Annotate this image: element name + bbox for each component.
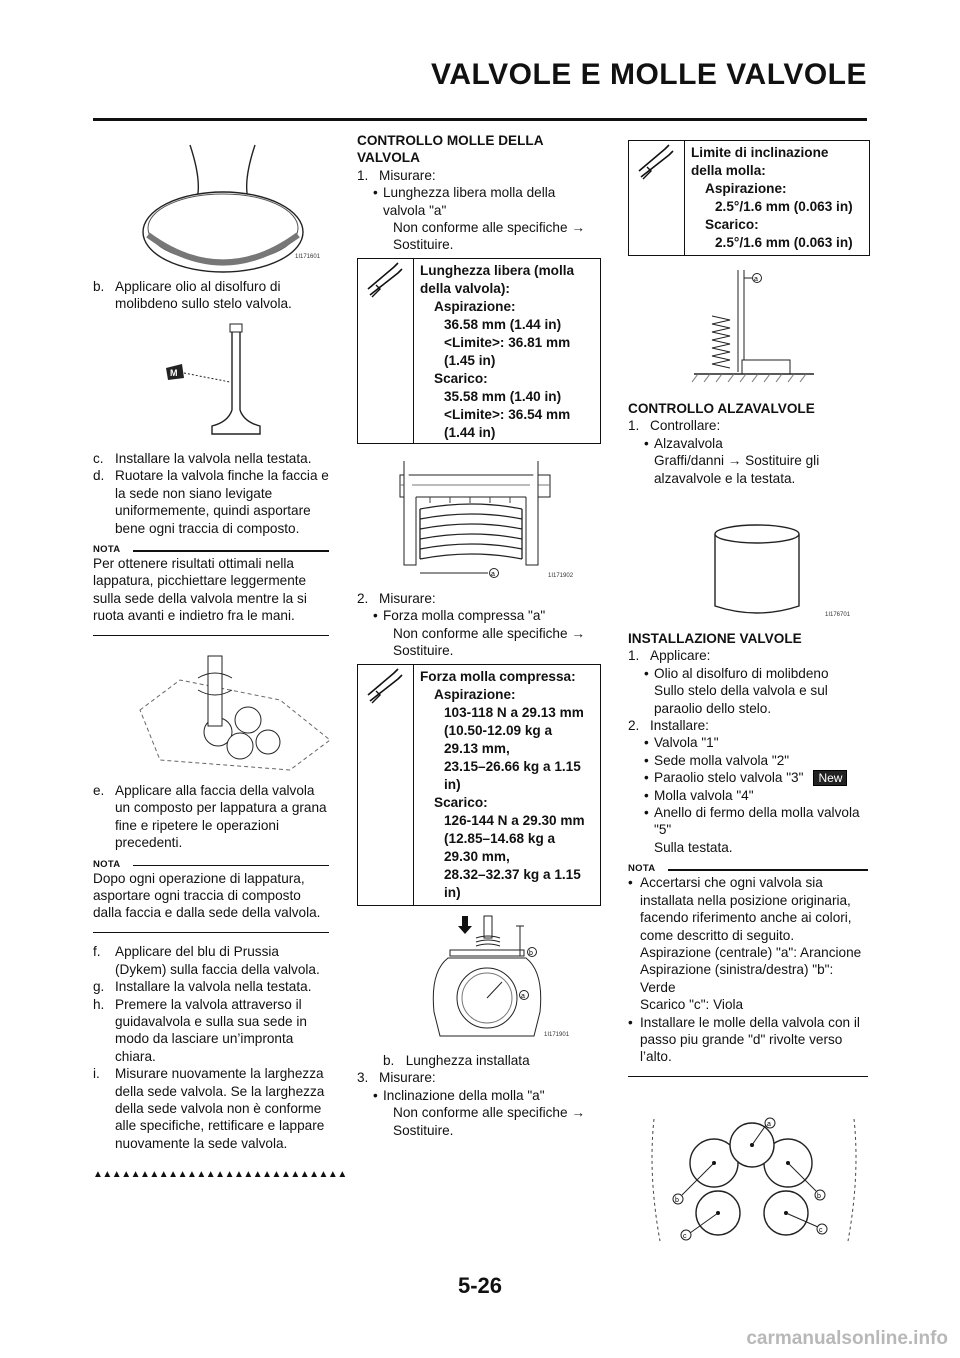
- spec-value: 29.30 mm,: [444, 849, 510, 864]
- nota-end-rule: [93, 635, 329, 637]
- nota-label: NOTA: [93, 856, 329, 870]
- figure-code: 1I171901: [544, 1032, 570, 1038]
- nota-bullet: • Accertarsi che ogni valvola sia installata nella posizione originaria, facendo riferimento anche ai colori, come descritto di seguito.: [628, 875, 852, 943]
- section-end-marks: ▲▲▲▲▲▲▲▲▲▲▲▲▲▲▲▲▲▲▲▲▲▲▲▲▲▲▲: [93, 1169, 347, 1181]
- section-heading: CONTROLLO MOLLE DELLA VALVOLA: [357, 133, 544, 166]
- column-2-step2: [357, 590, 599, 660]
- figure-code: 1I171902: [548, 573, 574, 579]
- figure-caption: b. Lunghezza installata: [383, 1053, 530, 1068]
- spec-value: 2.5°/1.6 mm (0.063 in): [715, 235, 853, 250]
- callout-a: a: [767, 1121, 771, 1128]
- nota-label: NOTA: [93, 541, 329, 555]
- step-c: c. Installare la valvola nella testata.: [93, 451, 312, 466]
- caliper-spec-icon: [629, 141, 685, 255]
- column-2: [357, 132, 599, 254]
- spec-value: 126-144 N a 29.30 mm: [444, 813, 585, 828]
- column-3-lifter: [628, 400, 868, 487]
- page-number: 5-26: [457, 1273, 503, 1298]
- nota-text: Per ottenere risultati ottimali nella lappatura, picchiettare leggermente sulla sede della valvola mentre la si ruota avanti e indietro fra le mani.: [93, 556, 307, 624]
- step-i: i. Misurare nuovamente la larghezza della sede valvola. Se la larghezza della sede valvola non è conforme alle specifiche, rettificare e lappare nuovamente la sede valvola.: [93, 1066, 325, 1151]
- callout-a: a: [521, 993, 525, 1000]
- action-text: Non conforme alle specifiche → Sostituire.: [393, 1105, 585, 1138]
- callout-b: b: [529, 950, 533, 957]
- step-d: d. Ruotare la valvola finche la faccia e la sede non siano levigate uniformemente, quindi asportare bene ogni traccia di composto.: [93, 468, 329, 536]
- column-1: [93, 278, 329, 313]
- nota-line: Scarico "c": Viola: [640, 997, 744, 1013]
- valve-face-figure: [135, 140, 321, 275]
- callout-a: a: [754, 276, 758, 283]
- valve-stem-figure: [160, 318, 280, 442]
- nota-label: NOTA: [628, 860, 868, 874]
- step-3: 3. Misurare:: [357, 1070, 436, 1086]
- nota-text: Dopo ogni operazione di lappatura, asportare ogni traccia di composto dalla faccia e dalla sede della valvola.: [93, 870, 321, 921]
- step-b: b. Applicare olio al disolfuro di molibdeno sullo stelo valvola.: [93, 279, 292, 312]
- spec-intake-label: Aspirazione:: [434, 687, 516, 702]
- step-e: e. Applicare alla faccia della valvola un composto per lappatura a grana fine e ripetere le operazioni precedenti.: [93, 783, 327, 851]
- callout-c: c: [819, 1227, 823, 1234]
- step-f: f. Applicare del blu di Prussia (Dykem) sulla faccia della valvola.: [93, 944, 320, 977]
- spec-limit-inch: (1.45 in): [444, 353, 496, 368]
- nota-line: Aspirazione (centrale) "a": Arancione: [640, 944, 862, 960]
- figure-code: 1I176701: [825, 612, 851, 618]
- spec-box-spring-tilt: [628, 140, 870, 256]
- action-text: Non conforme alle specifiche → Sostituire.: [393, 220, 585, 253]
- spec-exhaust-label: Scarico:: [705, 217, 759, 232]
- step-1: 1. Misurare:: [357, 167, 436, 183]
- nota-bullet: • Installare le molle della valvola con il passo piu grande "d" rivolte verso l’alto.: [628, 1014, 860, 1065]
- column-3-install: [628, 630, 868, 1087]
- spec-exhaust-label: Scarico:: [434, 371, 488, 386]
- column-2-step3: [357, 1052, 599, 1139]
- step-h: h. Premere la valvola attraverso il guidavalvola e sulla sua sede in modo da lasciare un’impronta chiara.: [93, 996, 307, 1064]
- bullet-item: • Inclinazione della molla "a": [373, 1087, 545, 1103]
- spec-value: 36.58 mm (1.44 in): [444, 317, 562, 332]
- spec-value: 28.32–32.37 kg a 1.15: [444, 867, 581, 882]
- callout-c: c: [683, 1233, 687, 1240]
- spring-tilt-figure: [690, 262, 820, 392]
- spec-value: in): [444, 777, 461, 792]
- figure-code: 1I171601: [295, 254, 321, 260]
- bullet-item: • Forza molla compressa "a": [373, 608, 546, 624]
- spec-value: 35.58 mm (1.40 in): [444, 389, 562, 404]
- spec-limit: <Limite>: 36.81 mm: [444, 335, 571, 350]
- callout-b: b: [675, 1197, 679, 1204]
- page-title: VALVOLE E MOLLE VALVOLE: [431, 58, 867, 91]
- step-2: 2. Installare:: [628, 718, 709, 734]
- caliper-spec-icon: [358, 665, 414, 905]
- bullet-item: • Paraolio stelo valvola "3" New: [628, 769, 868, 786]
- header-rule: [93, 118, 867, 121]
- spring-scale-figure: [420, 912, 590, 1047]
- spec-title: Lunghezza libera (molla della valvola):: [420, 263, 575, 296]
- bullet-item: • Alzavalvola: [644, 435, 723, 451]
- column-1-continued: [93, 450, 329, 646]
- spec-title: Limite di inclinazione della molla:: [691, 145, 829, 178]
- caliper-spring-figure: [390, 455, 590, 585]
- nota-end-rule: [628, 1076, 868, 1078]
- valve-lapping-figure: [140, 650, 330, 772]
- nota-end-rule: [93, 932, 329, 934]
- bullet-item: • Lunghezza libera molla della valvola "a": [373, 185, 556, 218]
- spec-value: 23.15–26.66 kg a 1.15: [444, 759, 581, 774]
- bullet-item: • Molla valvola "4": [644, 787, 754, 803]
- new-part-badge: New: [813, 770, 847, 786]
- valve-lifter-figure: [705, 520, 865, 625]
- cylinder-head-valve-layout-figure: [648, 1115, 860, 1245]
- caliper-spec-icon: [358, 259, 414, 443]
- spec-value: 29.13 mm,: [444, 741, 510, 756]
- sub-text: Sullo stelo della valvola e sul paraolio dello stelo.: [654, 683, 828, 716]
- column-1-lower: [93, 782, 347, 1184]
- action-text: Non conforme alle specifiche → Sostituire.: [393, 625, 585, 659]
- action-text: Graffi/danni → Sostituire gli alzavalvole e la testata.: [654, 453, 820, 486]
- spec-value: (10.50-12.09 kg a: [444, 723, 553, 738]
- bullet-item: • Sede molla valvola "2": [644, 752, 790, 768]
- watermark: carmanualsonline.info: [746, 1328, 948, 1349]
- step-2: 2. Misurare:: [357, 591, 436, 606]
- spec-value: 2.5°/1.6 mm (0.063 in): [715, 199, 853, 214]
- callout-b: b: [817, 1193, 821, 1200]
- sub-text: Sulla testata.: [654, 839, 733, 855]
- spec-value: (12.85–14.68 kg a: [444, 831, 556, 846]
- nota-line: Aspirazione (sinistra/destra) "b": Verde: [640, 962, 834, 995]
- step-1: 1. Controllare:: [628, 418, 721, 434]
- spec-title: Forza molla compressa:: [420, 669, 576, 684]
- spec-value: 103-118 N a 29.13 mm: [444, 705, 584, 720]
- bullet-item: • Valvola "1": [644, 735, 719, 751]
- spec-value: in): [444, 885, 461, 900]
- spec-box-compressed-force: [357, 664, 601, 906]
- spec-box-free-length: [357, 258, 601, 444]
- moly-oil-label: M: [170, 368, 178, 378]
- spec-intake-label: Aspirazione:: [705, 181, 787, 196]
- spec-limit-inch: (1.44 in): [444, 425, 496, 440]
- section-heading: CONTROLLO ALZAVALVOLE: [628, 401, 815, 416]
- bullet-item: • Anello di fermo della molla valvola "5": [644, 805, 860, 838]
- step-g: g. Installare la valvola nella testata.: [93, 979, 312, 995]
- spec-limit: <Limite>: 36.54 mm: [444, 407, 571, 422]
- spec-exhaust-label: Scarico:: [434, 795, 488, 810]
- step-1: 1. Applicare:: [628, 648, 711, 664]
- section-heading: INSTALLAZIONE VALVOLE: [628, 631, 802, 646]
- bullet-item: • Olio al disolfuro di molibdeno: [644, 665, 829, 681]
- spec-intake-label: Aspirazione:: [434, 299, 516, 314]
- callout-a: a: [491, 571, 495, 578]
